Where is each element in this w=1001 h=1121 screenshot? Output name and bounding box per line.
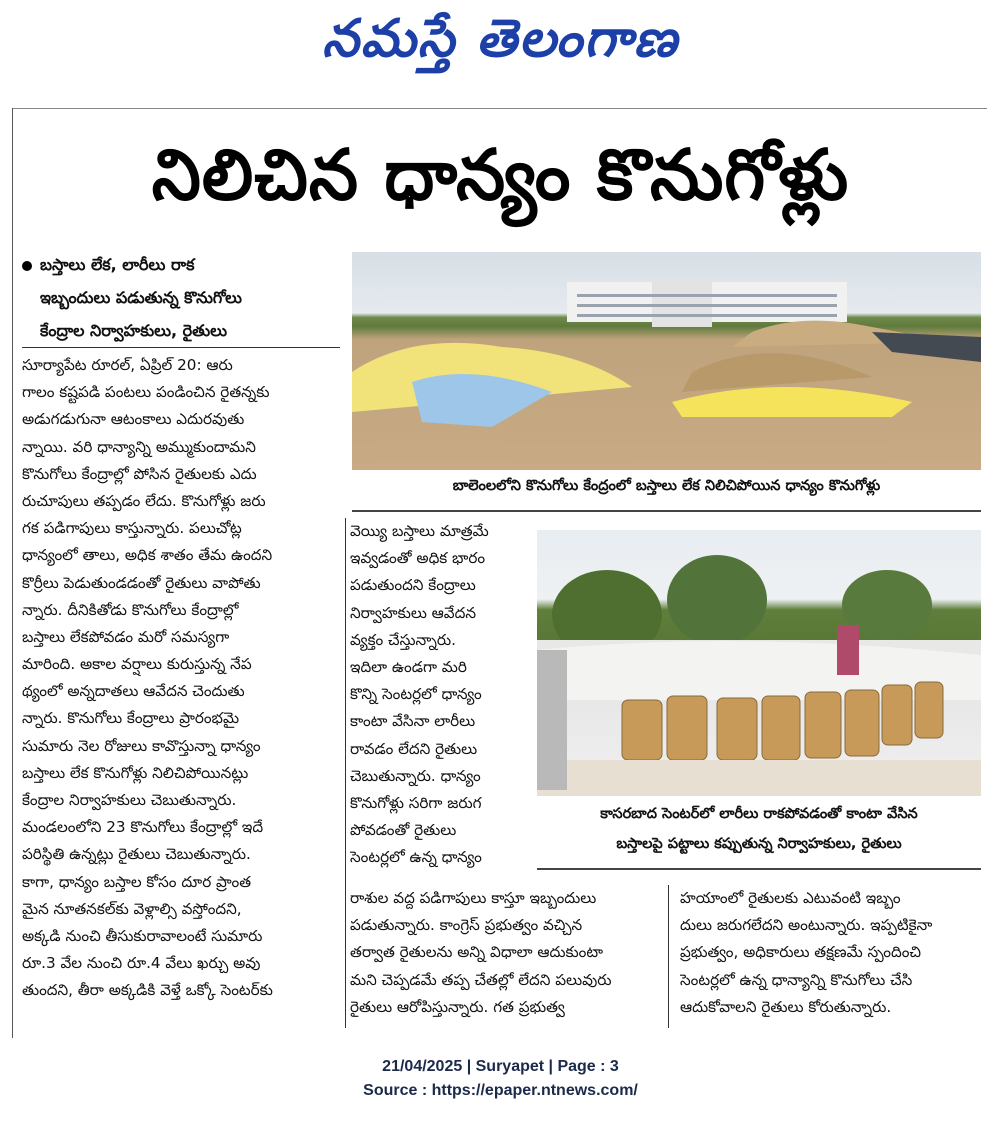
column-divider [668, 885, 669, 1028]
photo2-caption-line-2: బస్తాలపై పట్టాలు కప్పుతున్న నిర్వాహకులు, రైతులు [616, 836, 902, 852]
photo1-caption: బాలెంలలోని కొనుగోలు కేంద్రంలో బస్తాలు లేక నిలిచిపోయిన ధాన్యం కొనుగోళ్లు [452, 478, 881, 494]
text-line: చెబుతున్నారు. ధాన్యం [350, 766, 481, 785]
text-line: దులు జరుగలేదని అంటున్నారు. ఇప్పటికైనా [680, 916, 933, 935]
text-line: వ్యక్తం చేస్తున్నారు. [350, 630, 456, 649]
text-line: ఇవ్వడంతో అధిక భారం [350, 549, 486, 568]
text-line: అక్కడి నుంచి తీసుకురావాలంటే సుమారు [22, 926, 263, 945]
photo-bags-kasarabada [537, 530, 981, 796]
text-line: మారింది. అకాల వర్షాలు కురుస్తున్న నేప [22, 655, 252, 674]
article-column-2 [350, 518, 530, 871]
text-line: సూర్యాపేట రూరల్, ఏప్రిల్ 20: ఆరు [22, 356, 233, 374]
text-line: తర్వాత రైతులను అన్ని విధాలా ఆదుకుంటా [350, 943, 603, 962]
text-line: మని చెప్పడమే తప్ప చేతల్లో లేదని పలువురు [350, 970, 612, 989]
text-line: బస్తాలు లేకపోవడం మరో సమస్యగా [22, 627, 230, 646]
text-line: ఆదుకోవాలని రైతులు కోరుతున్నారు. [680, 997, 892, 1016]
text-line: థ్యంలో అన్నదాతలు ఆవేదన చెందుతు [22, 682, 245, 701]
text-line: మండలంలోని 23 కొనుగోలు కేంద్రాల్లో ఇదే [22, 818, 264, 837]
text-line: హయాంలో రైతులకు ఎటువంటి ఇబ్బం [680, 889, 901, 907]
bullet-line-2: ఇబ్బందులు పడుతున్న కొనుగోలు [40, 288, 242, 307]
photo-illustration [352, 252, 981, 470]
caption1-divider [352, 510, 981, 512]
text-line: వెయ్యి బస్తాలు మాత్రమే [350, 522, 489, 540]
text-line: బస్తాలు లేక కొనుగోళ్లు నిలిచిపోయినట్లు [22, 763, 249, 782]
text-line: కాంటా వేసినా లారీలు [350, 712, 476, 731]
bullet-line-3: కేంద్రాల నిర్వాహకులు, రైతులు [40, 321, 227, 340]
text-line: కొనుగోలు కేంద్రాల్లో పోసిన రైతులకు ఎదు [22, 464, 257, 483]
text-line: పడుతుందని కేంద్రాలు [350, 576, 476, 595]
text-line: తుందని, తీరా అక్కడికి వెళ్తే ఒక్కో సెంటర్‌కు [22, 981, 273, 1000]
article-column-3 [350, 885, 660, 1021]
text-line: కాగా, ధాన్యం బస్తాల కోసం దూర ప్రాంత [22, 872, 252, 891]
text-line: కొనుగోళ్లు సరిగా జరుగ [350, 793, 482, 812]
text-line: రావడం లేదని రైతులు [350, 739, 478, 758]
bullets-divider [22, 347, 340, 348]
article-column-1 [22, 352, 340, 1005]
text-line: సెంటర్లలో ఉన్న ధాన్యాన్ని కొనుగోలు చేసి [680, 970, 913, 989]
text-line: కొన్ని సెంటర్లలో ధాన్యం [350, 685, 482, 704]
text-line: రుచూపులు తప్పడం లేదు. కొనుగోళ్లు జరు [22, 491, 266, 510]
text-line: నిర్వాహకులు ఆవేదన [350, 603, 476, 622]
text-line: ధాన్యంలో తాలు, అధిక శాతం తేమ ఉందని [22, 546, 273, 565]
text-line: రాశుల వద్ద పడిగాపులు కాస్తూ ఇబ్బందులు [350, 889, 597, 907]
text-line: రైతులు ఆరోపిస్తున్నారు. గత ప్రభుత్వ [350, 997, 565, 1016]
photo-illustration [537, 530, 981, 796]
clip-border-left [12, 108, 13, 1038]
text-line: సుమారు నెల రోజులు కావొస్తున్నా ధాన్యం [22, 736, 261, 755]
text-line: గాలం కష్టపడి పంటలు పండించిన రైతన్నకు [22, 383, 270, 402]
footer-date-edition: 21/04/2025 | Suryapet | Page : 3 [382, 1058, 619, 1075]
text-line: ఇదిలా ఉండగా మరి [350, 657, 467, 676]
photo-grain-heaps-balemla [352, 252, 981, 470]
bullet-line-1: బస్తాలు లేక, లారీలు రాక [22, 248, 342, 281]
text-line: న్నారు. కొనుగోలు కేంద్రాలు ప్రారంభమై [22, 709, 240, 728]
text-line: సెంటర్లలో ఉన్న ధాన్యం [350, 848, 482, 867]
text-line: మైన నూతనకల్‌కు వెళ్లాల్సి వస్తోందని, [22, 899, 242, 918]
text-line: పడుతున్నారు. కాంగ్రెస్ ప్రభుత్వం వచ్చిన [350, 916, 583, 935]
bullet-icon [22, 261, 32, 271]
masthead [0, 0, 1001, 80]
column-divider [345, 518, 346, 1028]
text-line: కేంద్రాల నిర్వాహకులు చెబుతున్నారు. [22, 791, 237, 809]
footer-source: Source : https://epaper.ntnews.com/ [363, 1082, 638, 1099]
article-headline: నిలిచిన ధాన్యం కొనుగోళ్లు [151, 134, 850, 216]
newspaper-logo: నమస్తే తెలంగాణ [322, 8, 679, 69]
caption2-divider [537, 868, 981, 870]
text-line: ప్రభుత్వం, అధికారులు తక్షణమే స్పందించి [680, 943, 922, 962]
photo2-caption-line-1: కాసరబాద సెంటర్‌లో లారీలు రాకపోవడంతో కాంటా వేసిన [600, 806, 918, 822]
clip-border-top [12, 108, 987, 109]
text-line: అడుగడుగునా ఆటంకాలు ఎదురవుతు [22, 410, 245, 429]
text-line: రూ.3 వేల నుంచి రూ.4 వేలు ఖర్చు అవు [22, 954, 261, 973]
subheadline-bullets [22, 248, 342, 347]
text-line: న్నాయి. వరి ధాన్యాన్ని అమ్ముకుందామని [22, 437, 256, 456]
text-line: గక పడిగాపులు కాస్తున్నారు. పలుచోట్ల [22, 519, 242, 538]
text-line: పరిస్థితి ఉన్నట్లు రైతులు చెబుతున్నారు. [22, 845, 251, 864]
text-line: కొర్రీలు పెడుతుండడంతో రైతులు వాపోతు [22, 573, 261, 592]
article-column-4 [680, 885, 980, 1021]
text-line: పోవడంతో రైతులు [350, 821, 457, 840]
text-line: న్నారు. దీనికితోడు కొనుగోలు కేంద్రాల్లో [22, 600, 239, 619]
